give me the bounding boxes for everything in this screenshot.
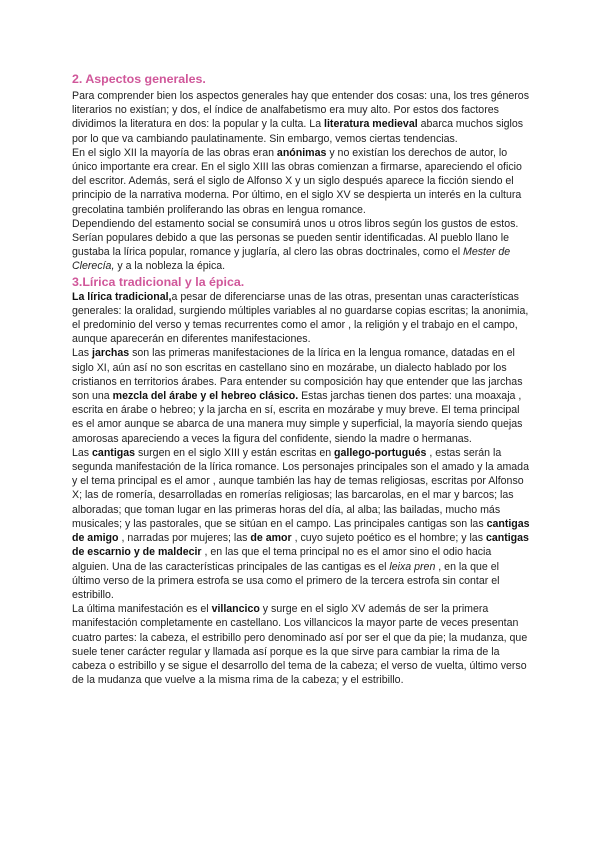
text-run: Las	[72, 347, 93, 360]
text-run: Para comprender bien los aspectos generales hay que entender dos cosas: una, los tres géneros literarios no existían; y dos, el índice de analfabetismo era muy alto. Por estos dos factores dividimos la literatura en dos: la popular y la culta. La	[72, 90, 529, 131]
bold-term-cantigas: cantigas	[92, 446, 136, 459]
text-run: Estas jarchas tienen dos partes: una moaxaja , escrita en árabe o hebreo; y la jarcha en sí, escrita en mozárabe y muy breve. El tema principal es el amor aunque se abarca de una manera muy simple y superficial, la mayoría siendo quejas amorosas apareciendo a veces la figura del confidente, siendo la madre o hermanas.	[72, 390, 523, 445]
paragraph-jarchas	[72, 346, 530, 445]
paragraph-villancico	[72, 602, 530, 687]
paragraph-generos	[72, 89, 530, 146]
text-run: y no existían los derechos de autor, lo único importante era crear. En el siglo XIII las obras comienzan a firmarse, apareciendo el oficio del escritor. Además, será el siglo de Alfonso X y un siglo después aparece la ficción siendo el principio de la narrativa moderna. Por último, en el siglo XV se despierta un interés en la cultura grecolatina también proliferando las obras en lengua romance.	[72, 146, 522, 216]
text-run: En el siglo XII la mayoría de las obras eran	[72, 146, 277, 159]
text-run: a pesar de diferenciarse unas de las otras, presentan unas características generales: la oralidad, surgiendo múltiples variables al no guardarse copias escritas; la anonimia, el predominio del verso y temas recurrentes como el amor , la religión y el trabajo en el campo, aunque aparecerán en diferentes manifestaciones.	[72, 290, 529, 346]
bold-term-villancico: villancico	[211, 603, 260, 616]
section-heading-aspectos: 2. Aspectos generales.	[72, 72, 206, 86]
text-run: , en la que el último verso de la primera estrofa se usa como el primero de la tercera estrofa sin contar el estribillo.	[72, 560, 500, 601]
text-run: , estas serán la segunda manifestación de la lírica romance. Los personajes principales son el amado y la amada y el tema principal es el amor , aunque también las hay de temas religiosas, escritas por Alfonso X; las de romería, desarrolladas en romerías religiosas; las barcarolas, en el mar y barcos; las alboradas; que toman lugar en las primeras horas del día, al alba; las bailadas, mucho más musicales; y las pastorales, que se sitúan en el campo. Las principales cantigas son las	[72, 446, 529, 530]
text-run: y surge en el siglo XV además de ser la primera manifestación completamente en castellano. Los villancicos la mayor parte de veces presentan cuatro partes: la cabeza, el estribillo pero denominado así por ser el que da pie; la mudanza, que suele tener carácter regular y llamada así porque es la que sirve para cambiar la rima de la cabeza o estribillo y se sigue el desarrollo del tema de la cabeza; el verso de vuelta, último verso de la mudanza que vuelve a la misma rima de la cabeza; y el estribillo.	[72, 603, 528, 687]
text-run: La última manifestación es el	[72, 603, 212, 616]
bold-term-gallego-portugues: gallego-portugués	[334, 446, 427, 459]
document-page	[72, 72, 530, 687]
paragraph-siglos	[72, 146, 530, 217]
italic-term-mester: Mester de Clerecía,	[72, 246, 511, 273]
paragraph-lirica-tradicional	[72, 290, 530, 347]
paragraph-cantigas	[72, 446, 530, 602]
paragraph-estamento	[72, 217, 530, 274]
text-run: abarca muchos siglos por lo que va cambiando paulatinamente. Sin embargo, vemos ciertas tendencias.	[72, 118, 524, 145]
bold-term-jarchas: jarchas	[92, 347, 130, 360]
text-run: , narradas por mujeres; las	[118, 532, 251, 545]
bold-term-de-amor: de amor	[250, 532, 292, 545]
bold-term-anonimas: anónimas	[276, 146, 327, 159]
section-heading-lirica: 3.Lírica tradicional y la épica.	[72, 274, 245, 289]
bold-term-lirica-tradicional: La lírica tradicional,	[72, 290, 172, 303]
text-run: Las	[72, 446, 93, 459]
bold-term-mezcla: mezcla del árabe y el hebreo clásico.	[112, 390, 299, 403]
bold-term-cantigas-de-amigo: cantigas de amigo	[72, 517, 530, 545]
text-run: son las primeras manifestaciones de la lírica en la lengua romance, datadas en el siglo XI, aún así no son escritas en castellano sino en mozárabe, un dialecto hablado por los cristianos en territorios árabes. Para entender su composición hay que entender que las jarchas son una	[72, 347, 523, 403]
text-run: surgen en el siglo XIII y están escritas en	[135, 446, 335, 459]
bold-term-literatura-medieval: literatura medieval	[324, 118, 418, 131]
bold-term-escarnio: cantigas de escarnio y de maldecir	[72, 532, 529, 559]
text-run: y a la nobleza la épica.	[114, 260, 226, 273]
text-run: Dependiendo del estamento social se consumirá unos u otros libros según los gustos de estos. Serían populares debido a que las personas se pueden sentir identificadas. Al pueblo llano le gustaba la lírica popular, romance y juglaría, al clero las obras doctrinales, como el	[72, 217, 519, 259]
text-run: , cuyo sujeto poético es el hombre; y las	[291, 532, 486, 545]
text-run: , en las que el tema principal no es el amor sino el odio hacia alguien. Una de las características principales de las cantigas es el	[72, 546, 492, 573]
italic-term-leixa-pren: leixa pren	[389, 560, 436, 573]
